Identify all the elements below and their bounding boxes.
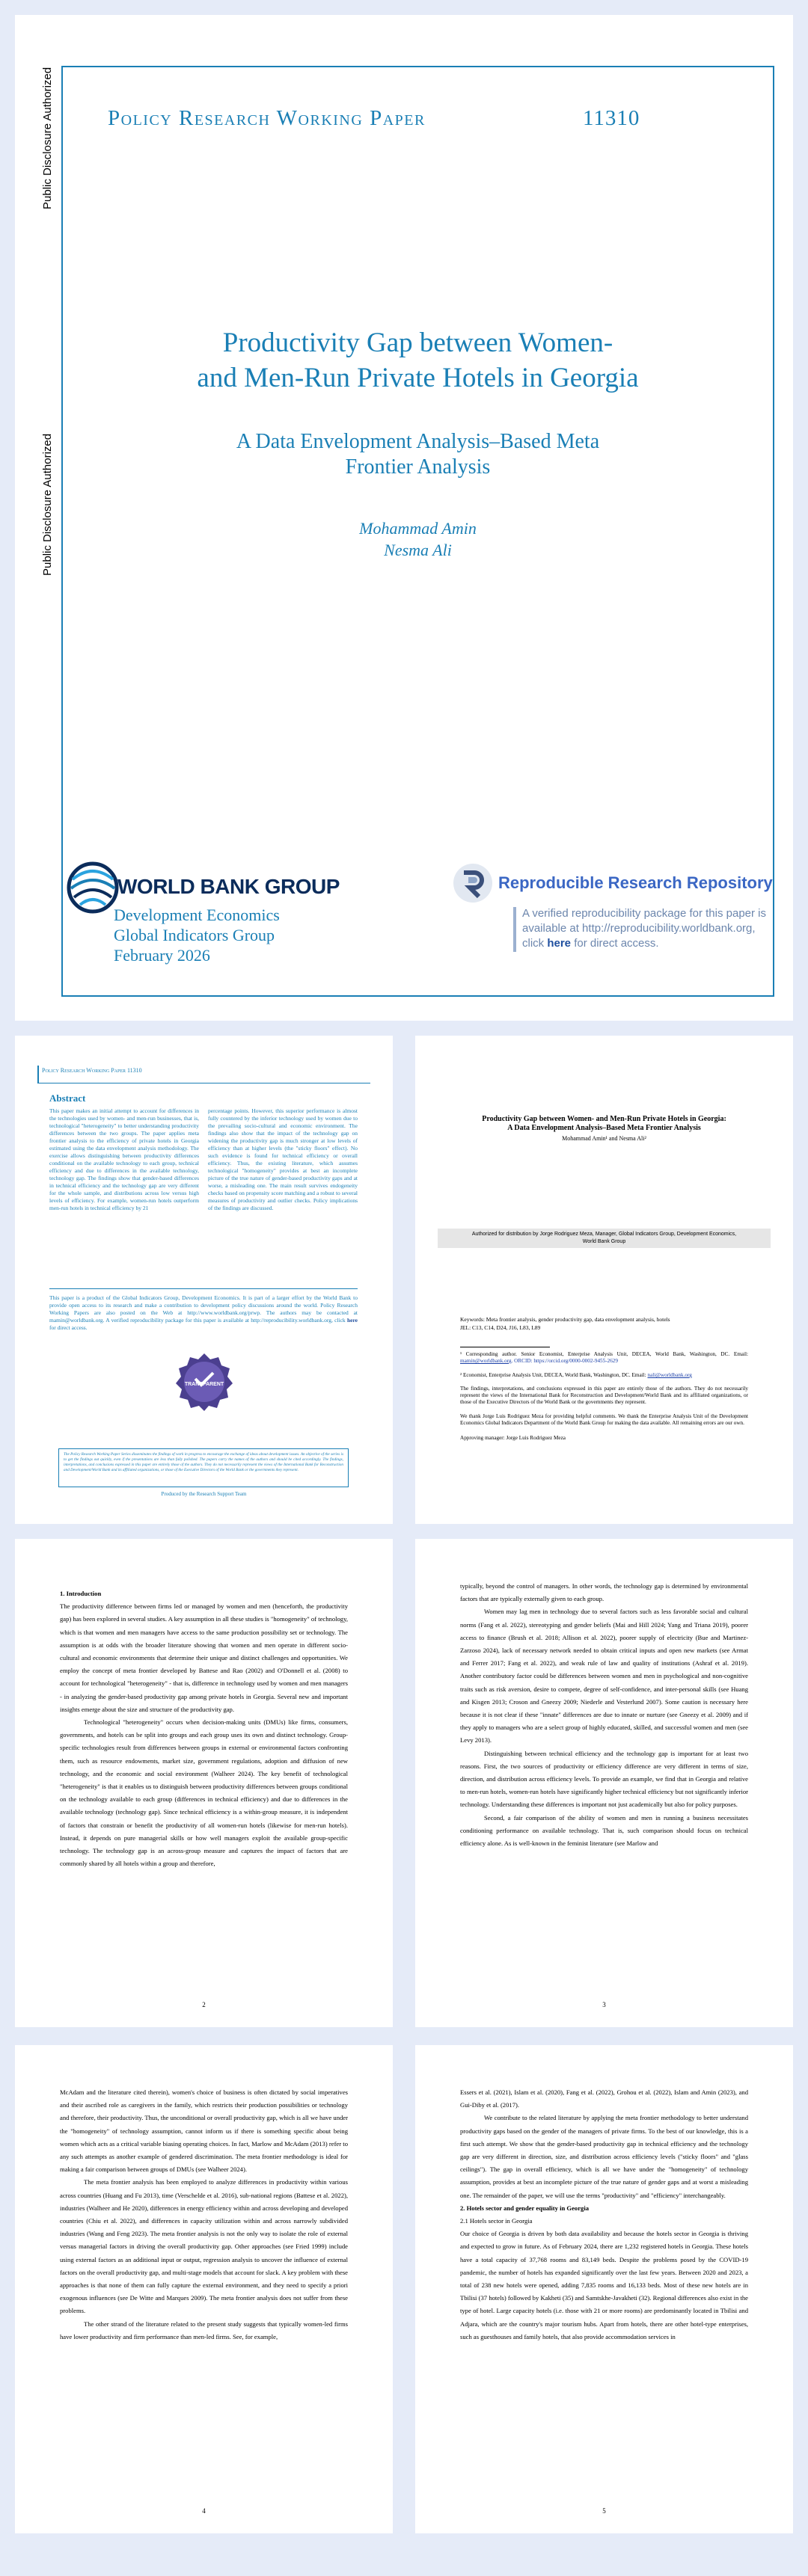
series-number: 11310	[583, 106, 640, 130]
abstract-divider	[49, 1288, 358, 1289]
rrr-text-line1: A verified reproducibility package for this paper is	[522, 907, 767, 920]
abstract-col2: percentage points. However, this superior performance is almost fully countered by the inferior technology used by women due to the prevailing socio-cultural and economic environment. The findings also show that the impact of the technology gap on widening the productivity gap is much stronger at low levels of efficiency than at higher levels (the "sticky floors" effect). No such evidence is found for technical efficiency or overall efficiency. Thus, the existing literature, which assumes technological "homogeneity" provides at best an incomplete picture of the true nature of gender-based productivity gaps and at worse, a misleading one. The main result survives endogeneity checks based on propensity score matching and a robust to several measures of productivity and outlier checks. Policy implications of the findings are discussed.	[208, 1107, 358, 1211]
abstract-here-link[interactable]: here	[346, 1317, 358, 1324]
author-1: Mohammad Amin	[359, 519, 477, 538]
paper-subtitle-line1: A Data Envelopment Analysis–Based Meta	[236, 430, 600, 453]
page-4	[15, 2045, 393, 2533]
page-number: 2	[202, 2001, 206, 2008]
page-3-body	[460, 1580, 748, 1850]
paragraph: typically, beyond the control of managers. In other words, the technology gap is determined by environmental factors that are typically externally given to each group.	[460, 1582, 748, 1603]
footnote-2: ² Economist, Enterprise Analysis Unit, DECEA, World Bank, Washington, DC. Email: nali@worldbank.org	[460, 1372, 692, 1378]
authorized-note: Authorized for distribution by Jorge Rodriguez Meza, Manager, Global Indicators Group, Development Economics, World Bank Group	[438, 1229, 771, 1248]
author2-email-link[interactable]: nali@worldbank.org	[647, 1372, 692, 1378]
produced-by: Produced by the Research Support Team	[161, 1491, 247, 1497]
paper-subtitle-line2: Frontier Analysis	[345, 455, 491, 479]
rrr-logo	[452, 862, 494, 904]
footnote-1: ¹ Corresponding author. Senior Economist, Enterprise Analysis Unit, DECEA, World Bank, Washington, DC. Email: mamin@worldbank.org. ORCID: https://orcid.org/0000-0002-9455-2629	[460, 1351, 748, 1364]
paragraph: The productivity difference between firms led or managed by women and men (henceforth, the productivity gap) has been explored in several studies. A key assumption in all these studies is "homogeneity" of technology, which is that women and men managers have access to the same production possibility set or technology. The assumption is at odds with the broader literature showing that women and men operate in different socio-cultural and economic environments that determine their unique and distinct challenges and opportunities. We employ the concept of meta frontier developed by Battese and Rao (2002) and O'Donnell et al. (2008) to account for technological "heterogeneity" - that is, difference in technology used by women and men managers - in analyzing the gender-based productivity gap among private hotels in Georgia. Several new and important insights emerge about the size and structure of the productivity gap.	[60, 1602, 348, 1713]
paper-title	[63, 325, 773, 396]
subsection-2-1-heading: 2.1 Hotels sector in Georgia	[460, 2217, 533, 2225]
world-bank-logo	[67, 861, 119, 914]
page-number: 3	[602, 2001, 606, 2008]
paragraph: The other strand of the literature related to the present study suggests that typically women-led firms have lower productivity and firm performance than men-led firms. See, for example,	[60, 2320, 348, 2340]
author1-email-link[interactable]: mamin@worldbank.org	[460, 1358, 512, 1364]
page-2-body	[60, 1587, 348, 1870]
paper-title-line1: Productivity Gap between Women-	[222, 328, 613, 358]
disclosure-label-bottom: Public Disclosure Authorized	[41, 433, 54, 576]
page-5	[415, 2045, 793, 2533]
paper-title-line2: and Men-Run Private Hotels in Georgia	[197, 363, 639, 393]
keywords: Keywords: Meta frontier analysis, gender productivity gap, data envelopment analysis, hotels	[460, 1316, 670, 1323]
rrr-title: Reproducible Research Repository	[498, 873, 773, 892]
abstract-header-rule	[37, 1066, 39, 1083]
paragraph: Essers et al. (2021), Islam et al. (2020), Fang et al. (2022), Grohou et al. (2022), Islam and Amin (2023), and Gui-Diby et al. (2017).	[460, 2088, 748, 2109]
disclaimer: The findings, interpretations, and conclusions expressed in this paper are entirely those of the authors. They do not necessarily represent the views of the International Bank for Reconstruction and Development/World Bank and its affiliated organizations, or those of the Executive Directors of the World Bank or the governments they represent.	[460, 1386, 748, 1405]
inner-title-line1: Productivity Gap between Women- and Men-Run Private Hotels in Georgia:	[482, 1115, 726, 1123]
rrr-text-line3: click here for direct access.	[522, 937, 659, 950]
paragraph: We contribute to the related literature by applying the meta frontier methodology to better understand productivity gaps based on the gender of the managers of private firms. To the best of our knowledge, this is a first such attempt. We show that the gender-based productivity gap in technical efficiency and the technology gap are very different in direction, size, and distribution across efficiency levels ("sticky floors" and "glass ceilings"). The gap in overall efficiency, which is all we have under the "homogeneity" of technology assumption, provides at best an incomplete picture of the true nature of gender gaps and at worst a misleading one. The remainder of the paper, we will use the terms "productivity" and "efficiency" interchangeably.	[460, 2114, 748, 2199]
jel-codes: JEL: C13, C14, D24, J16, L83, L89	[460, 1324, 541, 1331]
page-4-body	[60, 2086, 348, 2343]
title-page	[415, 1036, 793, 1524]
abstract-col1: This paper makes an initial attempt to account for differences in the technologies used by women- and men-run businesses, that is, technological "heterogeneity" to better understanding productivity differences between the two groups. The paper applies meta frontier analysis to the efficiency of private hotels in Georgia estimated using the data envelopment analysis methodology. The exercise allows distinguishing between productivity differences conditional on the available technology to each group, technical efficiency and due to differences in the available technology, technology gap. The findings show that gender-based differences in technical efficiency and the technology gap are very different for the whole sample, and distributions across low versus high levels of efficiency. For example, women-run hotels outperform men-run hotels in technical efficiency by 21	[49, 1107, 199, 1211]
rrr-here-link[interactable]: here	[547, 937, 572, 950]
page-2	[15, 1539, 393, 2027]
cover-page	[15, 15, 793, 1021]
authors	[63, 517, 773, 561]
department-info	[114, 905, 280, 965]
paragraph: Women may lag men in technology due to several factors such as less favorable social and cultural norms (Fang et al. 2022), stereotyping and gender beliefs (Mai and Hill 2024; Yang and Triana 2019), poorer access to finance (Brush et al. 2018; Allison et al. 2022), poorer supply of electricity (Bue and Martinez-Zarzoso 2024), lack of necessary network needed to obtain critical inputs and open new markets (see Armat and Ferrer 2017; Fang et al. 2022), and weak rule of law and quality of institutions (Ashraf et al. 2019). Another contributory factor could be differences between women and men in psychological and non-cognitive traits such as risk aversion, desire to compete, degree of self-confidence, and inter-personal skills (see Huang and Kisgen 2013; Croson and Gneezy 2009; Niederle and Vesterlund 2007). Some caution is necessary here because it is not clear if these "innate" differences are due to innate or nurture (see Gneezy et al. 2009) and if they apply to managers who are a select group of highly educated, skilled, and successful women and men (see Levy 2013).	[460, 1608, 748, 1745]
paragraph: Distinguishing between technical efficiency and the technology gap is important for at least two reasons. First, the two sources of productivity or efficiency difference are very different in terms of size, direction, and distribution across efficiency levels. To provide an example, we find that in Georgia and relative to men-run hotels, women-run hotels have significantly higher technical efficiency but not significantly inferior technology. Understanding these differences is important not just academically but also for policy purposes.	[460, 1749, 748, 1809]
rrr-icon	[452, 862, 494, 904]
page-number: 5	[602, 2507, 606, 2515]
paragraph: Technological "heterogeneity" occurs when decision-making units (DMUs) like firms, consumers, governments, and hotels can be split into groups and each group uses its own and distinct technology. Group-specific technologies result from differences between groups in external or environmental factors confronting them, such as resource endowments, market size, government regulations, adoption and diffusion of new technology, and the economic and social environment (Walheer 2024). The key benefit of technological "heterogeneity" is that it enables us to distinguish between productivity differences between groups conditional on the technology available to each group (differences in technical efficiency) and due to differences in the available technology (technology gap). Since technical efficiency is a within-group measure, it is independent of factors that constrain or benefit the productivity of all women-run hotels (likewise for men-run hotels). Instead, it depends on pure managerial skills or how well managers exploit the available group-specific technology. The technology gap is an across-group measure and captures the impact of factors that are commonly shared by all hotels within a group and therefore,	[60, 1718, 348, 1868]
author-2: Nesma Ali	[384, 541, 452, 559]
abstract-heading: Abstract	[49, 1092, 86, 1104]
disclosure-label-top: Public Disclosure Authorized	[41, 67, 54, 209]
paper-subtitle	[63, 429, 773, 480]
rrr-divider	[513, 907, 516, 952]
page-3	[415, 1539, 793, 2027]
department-line1: Development Economics	[114, 906, 280, 924]
paragraph: Second, a fair comparison of the ability of women and men in running a business necessitates conditioning performance on available technology. That is, such comparison should focus on technical efficiency alone. As is well-known in the feminist literature (see Marlow and	[460, 1813, 748, 1848]
rrr-description	[522, 906, 766, 951]
abstract-header: Policy Research Working Paper 11310	[42, 1067, 142, 1074]
abstract-page	[15, 1036, 393, 1524]
globe-icon	[67, 861, 119, 914]
acknowledgements: We thank Jorge Luis Rodriguez Meza for providing helpful comments. We thank the Enterprise Analysis Unit of the Development Economics Global Indicators Department of the World Bank Group for making the data available. All remaining errors are our own.	[460, 1413, 748, 1426]
publication-date: February 2026	[114, 946, 210, 965]
paragraph: McAdam and the literature cited therein), women's choice of business is often dictated by social imperatives and their ascribed role as caregivers in the family, which restricts their production possibilities or technology and therefore, their productivity. Thus, the unconditional or overall productivity gap, which is all we have under the "homogeneity" of technology assumption, cannot inform us if there is something specific about being women which acts as a critical variable biasing operating choices. In fact, Marlow and McAdam (2013) refer to any such attempts as another example of gendered discrimination. The meta frontier methodology is ideal for making a fair comparison between groups of DMUs (see Walheer 2024).	[60, 2088, 348, 2174]
wbg-wordmark: WORLD BANK GROUP	[117, 875, 340, 898]
approving-manager: Approving manager: Jorge Luis Rodriguez Meza	[460, 1435, 566, 1441]
title-block	[430, 1115, 778, 1133]
disclaimer-box: The Policy Research Working Paper Series disseminates the findings of work in progress to encourage the exchange of ideas about development issues. An objective of the series is to get the findings out quickly, even if the presentations are less than fully polished. The papers carry the names of the authors and should be cited accordingly. The findings, interpretations, and conclusions expressed in this paper are entirely those of the authors. They do not necessarily represent the views of the International Bank for Reconstruction and Development/World Bank and its affiliated organizations, or those of the Executive Directors of the World Bank or the governments they represent.	[58, 1448, 349, 1487]
page-5-body	[460, 2086, 748, 2343]
department-line2: Global Indicators Group	[114, 926, 275, 944]
inner-title-line2: A Data Envelopment Analysis–Based Meta Frontier Analysis	[507, 1124, 701, 1132]
abstract-footer: This paper is a product of the Global Indicators Group, Development Economics. It is part of a larger effort by the World Bank to provide open access to its research and make a contribution to development policy discussions around the world. Policy Research Working Papers are also posted on the Web at http://www.worldbank.org/prwp. The authors may be contacted at mamin@worldbank.org. A verified reproducibility package for this paper is available at http://reproducibility.worldbank.org, click here for direct access.	[49, 1294, 358, 1331]
paragraph: Our choice of Georgia is driven by both data availability and because the hotels sector in Georgia is thriving and expected to grow in future. As of February 2024, there are 1,232 registered hotels in Georgia. These hotels have a total capacity of 37,768 rooms and 83,149 beds. Despite the problems posed by the COVID-19 pandemic, the number of hotels has expanded significantly over the last few years. Between 2020 and 2023, a total of 238 new hotels were opened, adding 7,835 rooms and 16,133 beds. Most of these new hotels are in Tbilisi (37 hotels) followed by Kakheti (35) and Samtskhe-Javakheti (32). Regional differences also exist in the type of hotel. Large capacity hotels (i.e. those with 21 or more rooms) are predominantly located in Tbilisi and Adjara, which are the country's major tourism hubs. Apart from hotels, there are other hotel-type enterprises, such as guesthouses and family hotels, that also provide accommodation services in	[460, 2230, 748, 2340]
paragraph: The meta frontier analysis has been employed to analyze differences in productivity within various across countries (Huang and Fu 2013), time (Verschelde et al. 2016), sub-national regions (Battese et al. 2022), industries (Walheer and He 2020), differences in energy efficiency within and across developing and developed countries (Chiu et al. 2022), and differences in capacity utilization within and across narrowly subdivided industries (Wang and Feng 2023). The meta frontier analysis is not the only way to isolate the role of external versus managerial factors in driving the overall productivity gap. Other approaches (see Fried 1999) include using external factors as an additional input or output, regression analysis to uncover the influence of external factors on the overall productivity gap, and multi-stage models that account for slack. A key problem with these approaches is that none of them can fully capture the external environment, and they need to specify a priori exogenous influences (see De Witte and Marques 2009). The meta frontier analysis does not suffer from these problems.	[60, 2178, 348, 2315]
section-2-heading: 2. Hotels sector and gender equality in Georgia	[460, 2204, 590, 2212]
rrr-text-line2: available at http://reproducibility.worldbank.org,	[522, 922, 756, 935]
badge-label: TRANSPARENT	[184, 1382, 224, 1387]
page-number: 4	[202, 2507, 206, 2515]
series-title: Policy Research Working Paper	[108, 106, 426, 130]
section-1-heading: 1. Introduction	[60, 1590, 102, 1597]
cover-frame	[61, 66, 774, 997]
inner-authors: Mohammad Amin¹ and Nesma Ali²	[562, 1135, 646, 1142]
